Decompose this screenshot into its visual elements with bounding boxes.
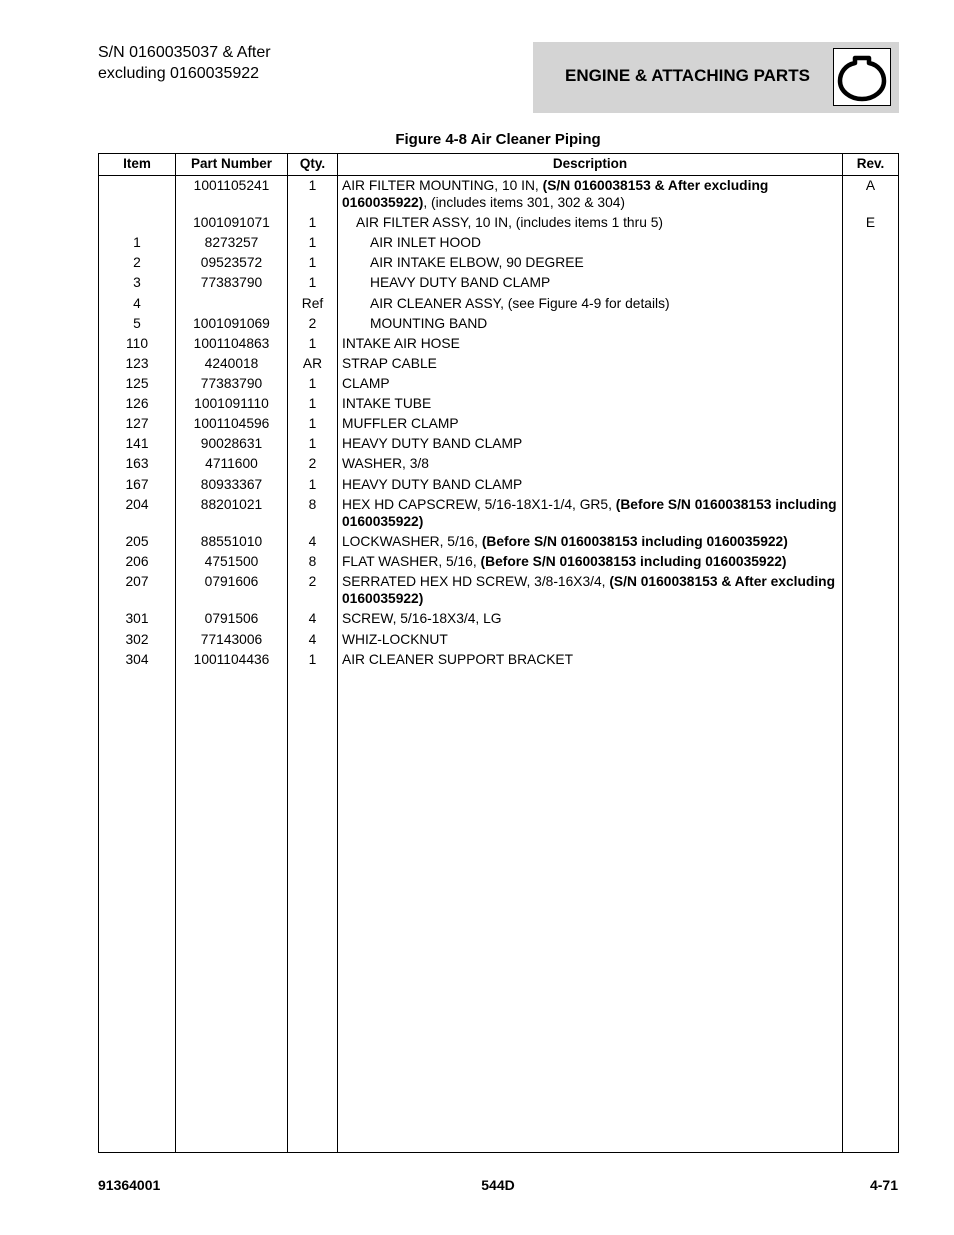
description — [342, 395, 837, 412]
description — [342, 315, 865, 332]
description — [342, 355, 837, 372]
part-number: 4711600 — [205, 456, 258, 471]
description-text: AIR CLEANER SUPPORT BRACKET — [342, 652, 574, 667]
part-number: 09523572 — [200, 255, 263, 270]
description — [342, 214, 851, 231]
part-number: 1001091069 — [193, 316, 270, 331]
description-text: INTAKE AIR HOSE — [342, 336, 460, 351]
description-text: MUFFLER CLAMP — [342, 416, 459, 431]
part-number: 0791606 — [204, 574, 259, 589]
part-number: 0791506 — [204, 611, 259, 626]
item-number: 205 — [125, 534, 149, 549]
column-header-part-number: Part Number — [190, 156, 273, 171]
description-text: HEX HD CAPSCREW, 5/16-18X1-1/4, GR5, — [342, 497, 616, 512]
serial-applicability-note: (S/N 0160038153 & After excluding 0160035922) — [342, 574, 836, 606]
quantity: 2 — [308, 456, 317, 471]
serial-line-2: excluding 0160035922 — [98, 65, 260, 82]
part-number: 1001105241 — [193, 178, 270, 193]
column-header-qty: Qty. — [299, 156, 326, 171]
serial-info — [98, 42, 271, 84]
section-title: ENGINE & ATTACHING PARTS — [565, 66, 810, 85]
revision: A — [865, 178, 876, 193]
description — [342, 274, 865, 291]
item-number: 123 — [125, 356, 149, 371]
column-header-item: Item — [123, 156, 151, 171]
quantity: 1 — [308, 652, 317, 667]
serial-applicability-note: (Before S/N 0160038153 including 0160035922) — [481, 534, 788, 549]
part-number: 1001104436 — [193, 652, 270, 667]
item-number: 304 — [125, 652, 149, 667]
part-number: 88201021 — [200, 497, 263, 512]
part-number: 1001091110 — [194, 396, 269, 411]
description — [342, 415, 837, 432]
part-number: 77383790 — [200, 275, 263, 290]
part-number: 77383790 — [200, 376, 263, 391]
column-divider — [337, 154, 338, 1152]
item-number: 127 — [125, 416, 149, 431]
item-number: 141 — [125, 436, 149, 451]
quantity: Ref — [301, 296, 324, 311]
item-number: 163 — [125, 456, 149, 471]
description-suffix: , (includes items 301, 302 & 304) — [423, 195, 626, 210]
parts-table — [98, 153, 899, 1153]
quantity: 1 — [308, 477, 317, 492]
quantity: 2 — [308, 316, 317, 331]
description — [342, 573, 837, 607]
quantity: 8 — [308, 554, 317, 569]
serial-applicability-note: (S/N 0160038153 & After excluding 0160035922) — [342, 178, 769, 210]
description-text: AIR INLET HOOD — [370, 235, 481, 250]
item-number: 110 — [126, 336, 148, 351]
quantity: AR — [302, 356, 323, 371]
description-text: MOUNTING BAND — [370, 316, 488, 331]
part-number: 90028631 — [200, 436, 263, 451]
description — [342, 496, 837, 530]
description-text: CLAMP — [342, 376, 390, 391]
description — [342, 234, 865, 251]
footer-doc-number: 91364001 — [98, 1177, 161, 1193]
item-number: 125 — [125, 376, 149, 391]
item-number: 167 — [125, 477, 149, 492]
quantity: 4 — [308, 611, 317, 626]
description — [342, 553, 837, 570]
description — [342, 476, 837, 493]
item-number: 5 — [133, 316, 141, 331]
engine-icon — [833, 48, 891, 106]
quantity: 1 — [308, 215, 317, 230]
quantity: 1 — [308, 416, 317, 431]
item-number: 207 — [125, 574, 149, 589]
description-text: AIR INTAKE ELBOW, 90 DEGREE — [370, 255, 584, 270]
item-number: 204 — [125, 497, 149, 512]
quantity: 1 — [308, 396, 317, 411]
column-header-description: Description — [552, 156, 628, 171]
description — [342, 435, 837, 452]
item-number: 1 — [133, 235, 141, 250]
description-text: INTAKE TUBE — [342, 396, 432, 411]
part-number: 77143006 — [200, 632, 263, 647]
quantity: 1 — [308, 178, 317, 193]
description — [342, 295, 865, 312]
description-text: AIR CLEANER ASSY, (see Figure 4-9 for details) — [370, 296, 670, 311]
description — [342, 610, 837, 627]
description-text: STRAP CABLE — [342, 356, 437, 371]
description-text: SCREW, 5/16-18X3/4, LG — [342, 611, 502, 626]
quantity: 2 — [308, 574, 317, 589]
quantity: 4 — [308, 632, 317, 647]
description-text: AIR FILTER MOUNTING, 10 IN, — [342, 178, 543, 193]
quantity: 1 — [308, 235, 317, 250]
part-number: 1001104596 — [193, 416, 270, 431]
quantity: 1 — [308, 336, 317, 351]
quantity: 8 — [308, 497, 317, 512]
item-number: 301 — [125, 611, 149, 626]
item-number: 126 — [125, 396, 149, 411]
description-text: FLAT WASHER, 5/16, — [342, 554, 481, 569]
description — [342, 651, 837, 668]
description-text: SERRATED HEX HD SCREW, 3/8-16X3/4, — [342, 574, 610, 589]
description-text: HEAVY DUTY BAND CLAMP — [342, 436, 523, 451]
quantity: 1 — [308, 436, 317, 451]
description — [342, 254, 865, 271]
description — [342, 375, 837, 392]
description — [342, 455, 837, 472]
quantity: 1 — [308, 255, 317, 270]
description — [342, 335, 837, 352]
part-number: 80933367 — [200, 477, 263, 492]
figure-title: Figure 4-8 Air Cleaner Piping — [395, 131, 601, 148]
description-text: AIR FILTER ASSY, 10 IN, (includes items 1 thru 5) — [356, 215, 663, 230]
description-text: LOCKWASHER, 5/16, — [342, 534, 482, 549]
serial-line-1: S/N 0160035037 & After — [98, 44, 271, 61]
quantity: 1 — [308, 275, 317, 290]
quantity: 1 — [308, 376, 317, 391]
section-header — [533, 42, 899, 113]
revision: E — [865, 215, 876, 230]
part-number: 88551010 — [200, 534, 263, 549]
description-text: HEAVY DUTY BAND CLAMP — [342, 477, 523, 492]
quantity: 4 — [308, 534, 317, 549]
description — [342, 533, 837, 550]
part-number: 1001091071 — [193, 215, 270, 230]
serial-applicability-note: (Before S/N 0160038153 including 0160035922) — [342, 497, 837, 529]
item-number: 302 — [125, 632, 149, 647]
description — [342, 177, 837, 211]
item-number: 4 — [133, 296, 141, 311]
part-number: 4751500 — [204, 554, 259, 569]
header-divider — [99, 175, 898, 176]
item-number: 3 — [133, 275, 141, 290]
serial-applicability-note: (Before S/N 0160038153 including 0160035922) — [480, 554, 787, 569]
item-number: 206 — [125, 554, 149, 569]
part-number: 1001104863 — [193, 336, 270, 351]
footer-page-number: 4-71 — [869, 1177, 898, 1193]
footer-model: 544D — [481, 1177, 515, 1193]
description — [342, 631, 837, 648]
part-number: 8273257 — [204, 235, 259, 250]
item-number: 2 — [133, 255, 141, 270]
description-text: WHIZ-LOCKNUT — [342, 632, 448, 647]
description-text: HEAVY DUTY BAND CLAMP — [370, 275, 551, 290]
description-text: WASHER, 3/8 — [342, 456, 429, 471]
part-number: 4240018 — [204, 356, 259, 371]
column-header-rev: Rev. — [856, 156, 885, 171]
